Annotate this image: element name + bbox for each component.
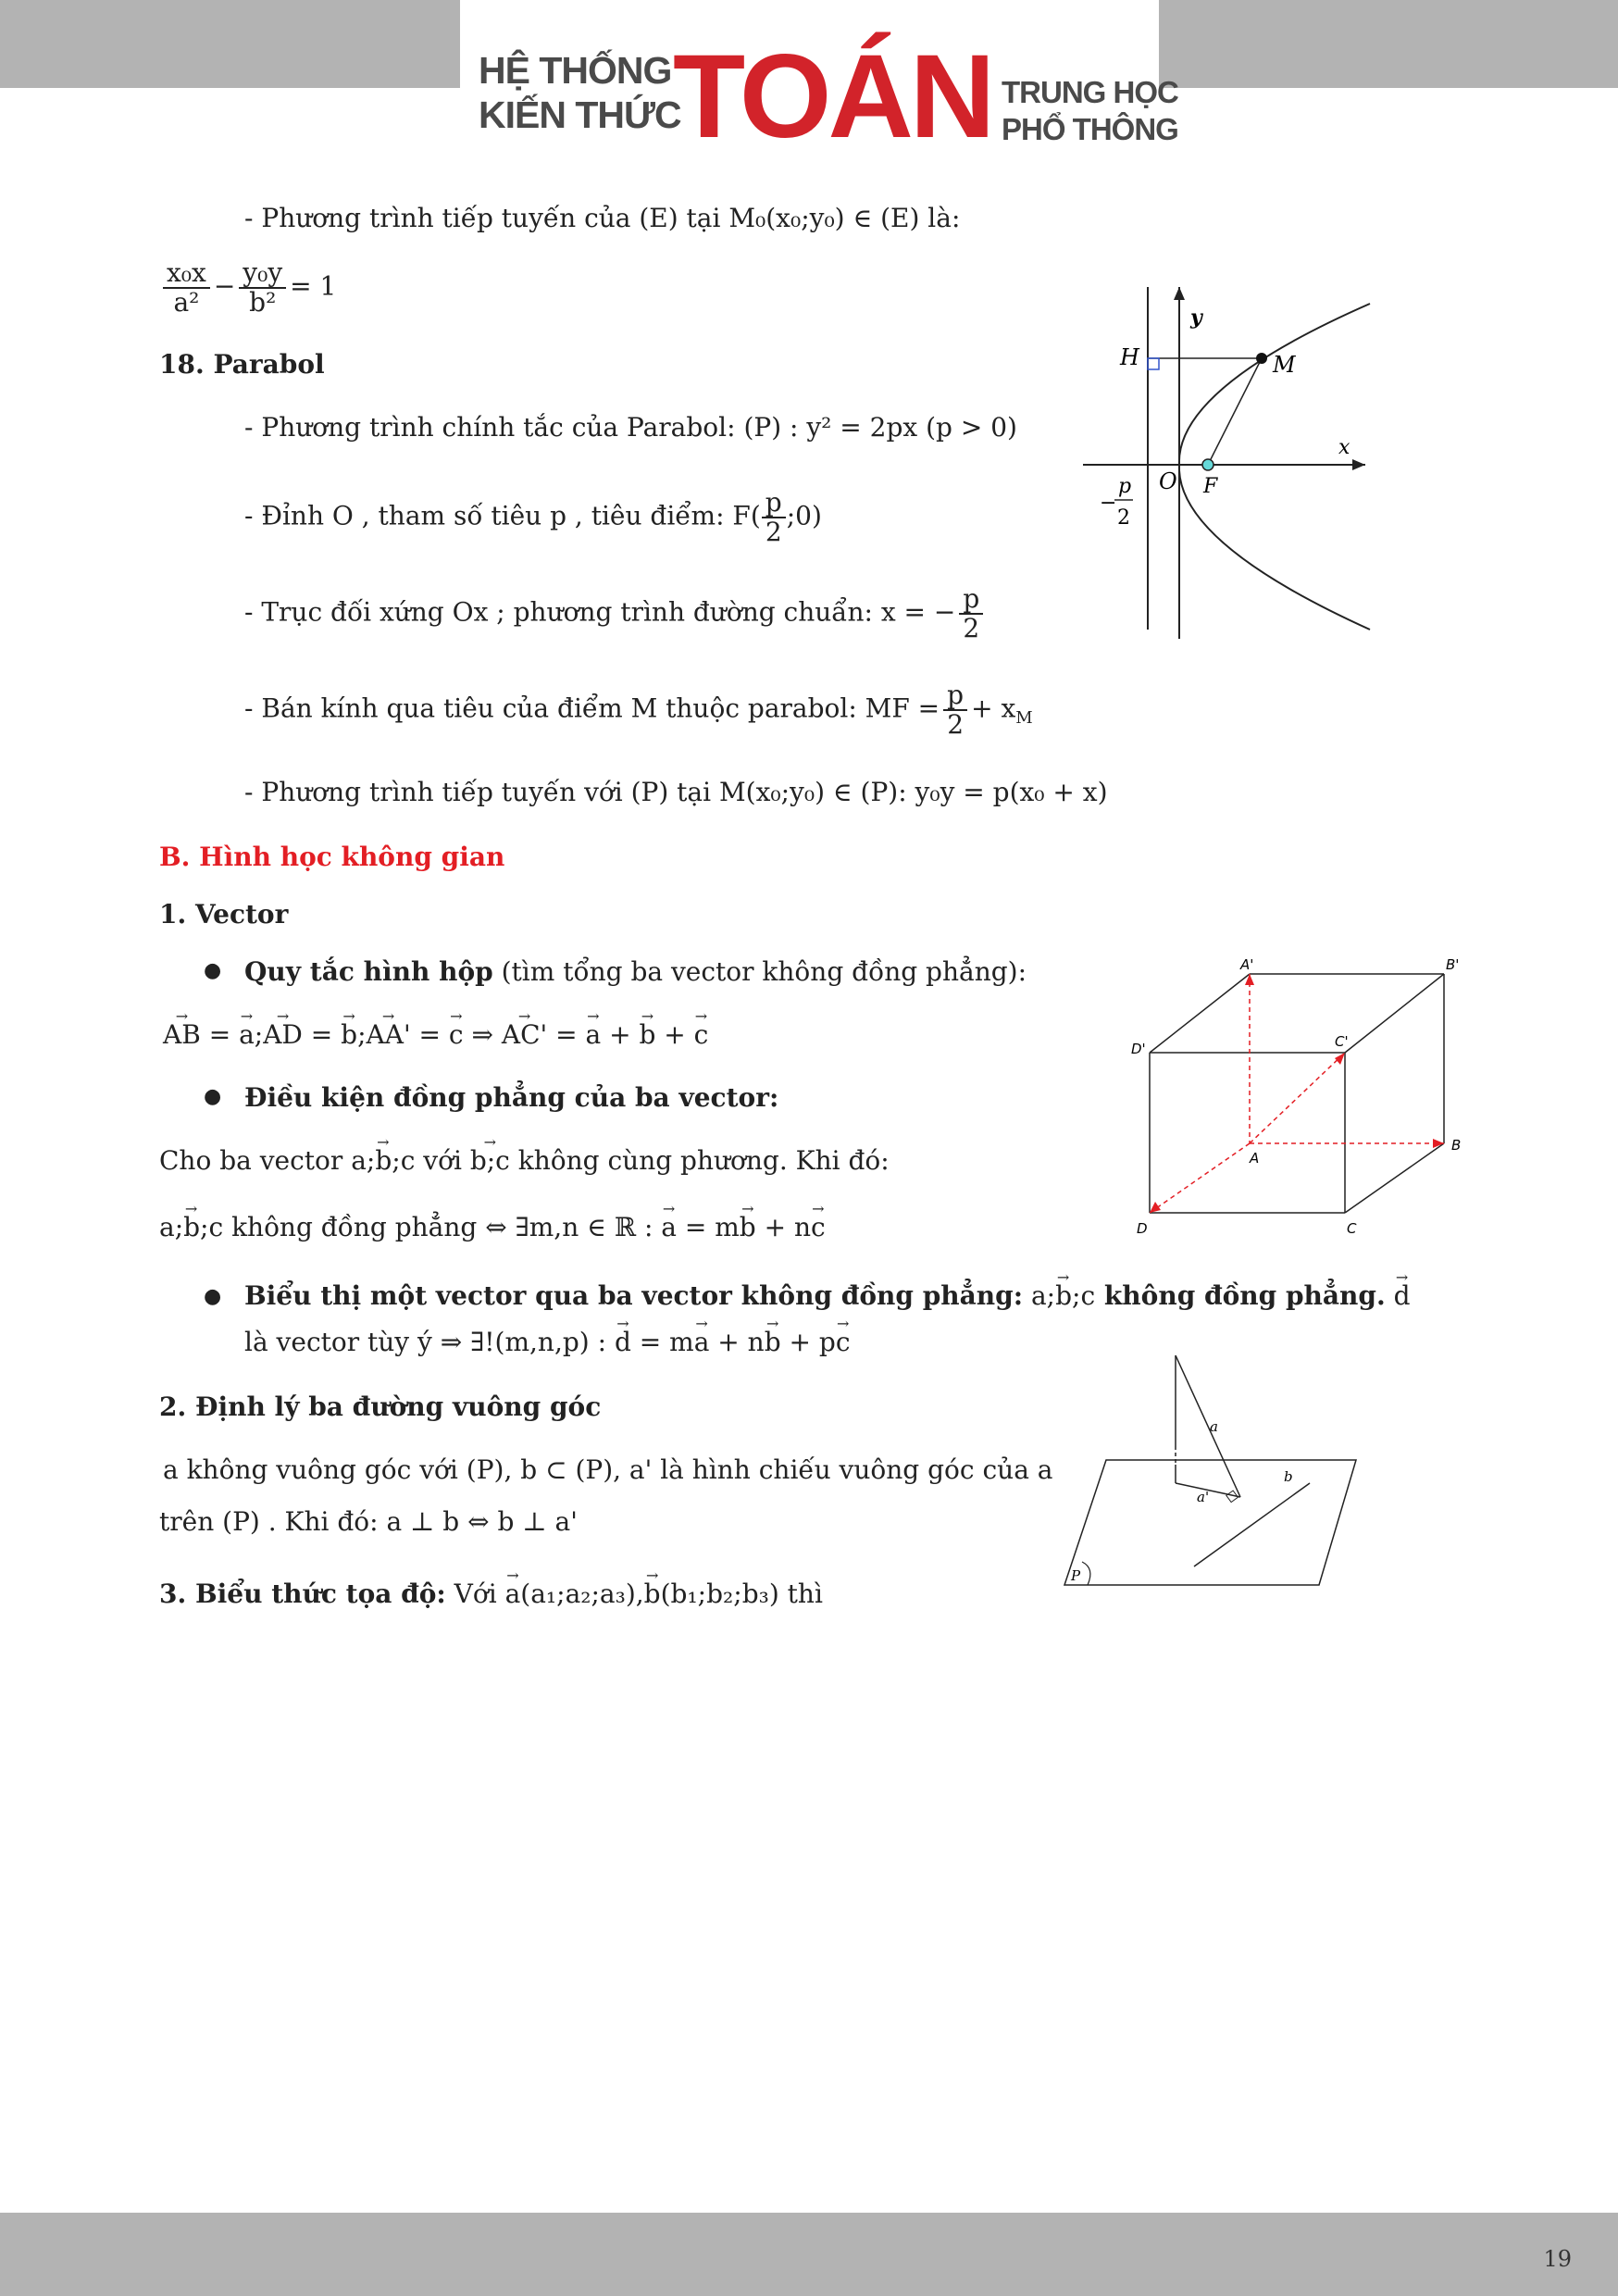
x-axis-arrow bbox=[1352, 459, 1365, 470]
arrow-head bbox=[1245, 974, 1254, 985]
parabola-canonical: - Phương trình chính tắc của Parabol: (P) : y² = 2px (p > 0) bbox=[244, 412, 1017, 443]
fraction: $\frac{p}{2}$ bbox=[959, 585, 983, 643]
label-b: b bbox=[1284, 1468, 1293, 1485]
plane-p bbox=[1064, 1460, 1356, 1585]
parallelepiped-figure bbox=[1120, 954, 1472, 1250]
parabola-heading: 18. Parabol bbox=[159, 349, 325, 380]
label-f: F bbox=[1203, 475, 1218, 498]
parallelepiped-rule: Quy tắc hình hộp (tìm tổng ba vector không đồng phẳng): bbox=[244, 956, 1027, 987]
line-b bbox=[1194, 1483, 1310, 1566]
line-a bbox=[1176, 1355, 1240, 1497]
bullet-icon: ● bbox=[204, 959, 222, 982]
label-a1: A' bbox=[1240, 956, 1254, 973]
parabola-tangent: - Phương trình tiếp tuyến với (P) tại M(x₀;y₀) ∈ (P): y₀y = p(x₀ + x) bbox=[244, 777, 1108, 807]
perp-line1: a không vuông góc với (P), b ⊂ (P), a' là hình chiếu vuông góc của a bbox=[163, 1454, 1053, 1485]
label-a: a bbox=[1210, 1418, 1218, 1435]
ellipse-tangent-formula: $\frac{\text{x₀x}}{\text{a²}}$ − $\frac{\text{y₀y}}{\text{b²}}$ = 1 bbox=[159, 259, 336, 317]
label-p: p bbox=[1118, 475, 1132, 498]
y-axis-arrow bbox=[1174, 287, 1185, 300]
header-bar-right bbox=[1159, 0, 1618, 88]
hidden-edge bbox=[1150, 1143, 1250, 1213]
coord-line: 3. Biểu thức tọa độ: Với → a(a₁;a₂;a₃),→ b(b₁;b₂;b₃) thì bbox=[159, 1578, 823, 1611]
label-o: O bbox=[1159, 468, 1177, 494]
three-perpendiculars-figure bbox=[1060, 1354, 1375, 1599]
parabola-figure bbox=[1083, 287, 1379, 639]
page-number: 19 bbox=[1543, 2246, 1572, 2272]
point-f bbox=[1202, 459, 1214, 470]
label-x: x bbox=[1338, 436, 1350, 459]
edge bbox=[1345, 974, 1444, 1053]
label-p: P bbox=[1071, 1567, 1081, 1584]
express-line2: là vector tùy ý ⇒ ∃!(m,n,p) : → d = m→ a + n→ b + p→ c bbox=[244, 1326, 851, 1359]
label-minus: − bbox=[1100, 492, 1117, 515]
label-c1: C' bbox=[1335, 1033, 1349, 1050]
perp-line2: trên (P) . Khi đó: a ⊥ b ⇔ b ⊥ a' bbox=[159, 1506, 578, 1537]
fraction: $\frac{\text{x₀x}}{\text{a²}}$ bbox=[163, 259, 210, 317]
coplanar-line1: Cho ba vector → a;b;c với → b;c không cùng phương. Khi đó: bbox=[159, 1144, 890, 1178]
label-y: y bbox=[1190, 306, 1202, 330]
ellipse-tangent-line: - Phương trình tiếp tuyến của (E) tại M₀(x₀;y₀) ∈ (E) là: bbox=[244, 203, 961, 233]
footer-bar bbox=[0, 2213, 1618, 2296]
label-m: M bbox=[1273, 352, 1296, 378]
mf-line bbox=[1208, 358, 1262, 465]
perp-heading: 2. Định lý ba đường vuông góc bbox=[159, 1391, 602, 1422]
plane-angle-arc bbox=[1082, 1562, 1090, 1585]
edge bbox=[1345, 1143, 1444, 1213]
label-b: B bbox=[1451, 1137, 1462, 1154]
label-c: C bbox=[1347, 1220, 1357, 1237]
header-bar-left bbox=[0, 0, 460, 88]
right-angle-mark bbox=[1148, 358, 1159, 369]
header-left-line2: KIẾN THỨC bbox=[479, 94, 681, 136]
fraction: $\frac{p}{2}$ bbox=[762, 489, 786, 546]
header-right-title bbox=[1002, 74, 1178, 148]
label-h: H bbox=[1120, 344, 1139, 370]
edge bbox=[1150, 974, 1250, 1053]
header-big-title: TOÁN bbox=[673, 31, 992, 163]
header-left-title bbox=[479, 48, 681, 137]
header-left-line1: HỆ THỐNG bbox=[479, 49, 672, 92]
label-a: A bbox=[1250, 1150, 1260, 1167]
vector-heading: 1. Vector bbox=[159, 899, 289, 930]
arrow-head bbox=[1335, 1053, 1345, 1065]
bullet-icon: ● bbox=[204, 1285, 222, 1308]
label-d1: D' bbox=[1131, 1041, 1146, 1057]
arrow-head bbox=[1150, 1202, 1161, 1213]
label-d: D bbox=[1137, 1220, 1148, 1237]
parallelepiped-formula: → AB = → a;→ AD = → b;→ AA' = → c ⇒ → AC' = → a + → b + → c bbox=[163, 1018, 708, 1052]
parabola-radius: - Bán kính qua tiêu của điểm M thuộc parabol: MF = $\frac{p}{2}$ + $x_M$ bbox=[244, 680, 1033, 740]
bullet-icon: ● bbox=[204, 1085, 222, 1108]
header-right-line1: TRUNG HỌC bbox=[1002, 75, 1178, 109]
coplanar-heading: Điều kiện đồng phẳng của ba vector: bbox=[244, 1082, 779, 1113]
parabola-axis: - Trục đối xứng Ox ; phương trình đường chuẩn: x = − $\frac{p}{2}$ bbox=[244, 585, 987, 643]
label-b1: B' bbox=[1446, 956, 1460, 973]
label-a-prime: a' bbox=[1197, 1489, 1210, 1505]
fraction: $\frac{p}{2}$ bbox=[943, 681, 967, 739]
section-b-heading: B. Hình học không gian bbox=[159, 842, 505, 872]
diagonal-ac1 bbox=[1250, 1053, 1345, 1143]
header-right-line2: PHỔ THÔNG bbox=[1002, 112, 1178, 146]
express-line1: Biểu thị một vector qua ba vector không đồng phẳng: → a;b;c không đồng phẳng. → d bbox=[244, 1279, 1411, 1313]
coplanar-line2: → a;b;c không đồng phẳng ⇔ ∃m,n ∈ ℝ : → a = m→ b + n→ c bbox=[159, 1211, 826, 1244]
point-m bbox=[1256, 353, 1267, 364]
label-two: 2 bbox=[1117, 506, 1130, 530]
fraction: $\frac{\text{y₀y}}{\text{b²}}$ bbox=[239, 259, 286, 317]
parabola-vertex: - Đỉnh O , tham số tiêu p , tiêu điểm: F( $\frac{p}{2}$ ;0) bbox=[244, 487, 822, 547]
